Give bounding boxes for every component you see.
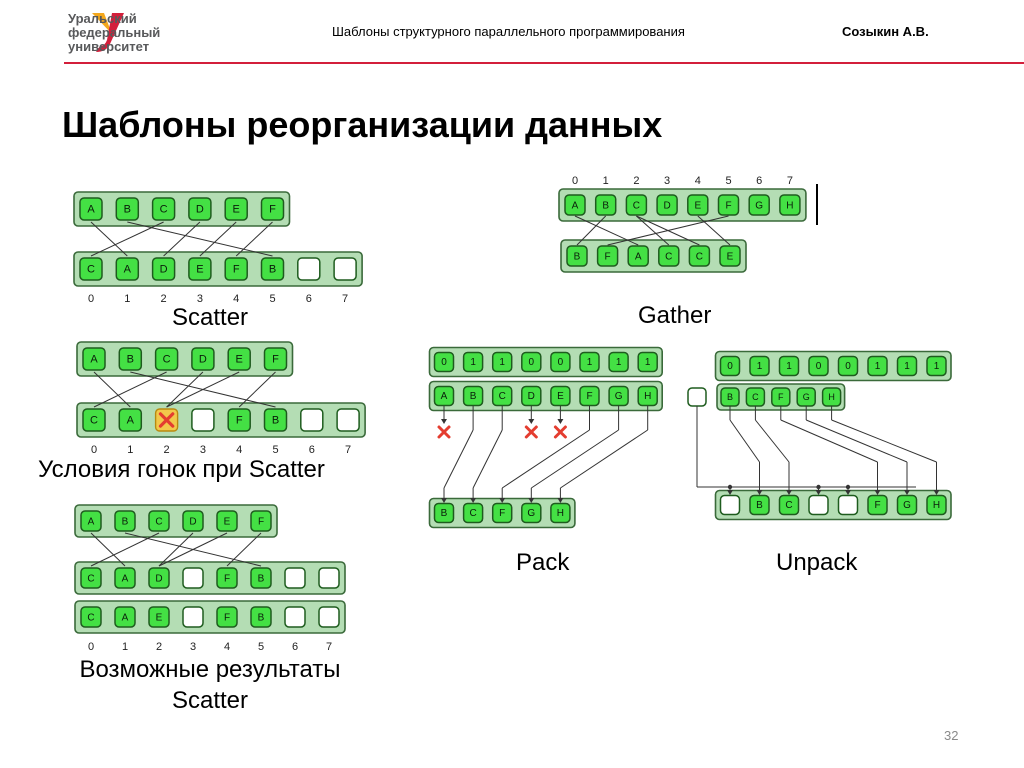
slide-title: Шаблоны реорганизации данных (62, 104, 663, 145)
array-cell-empty (319, 568, 339, 588)
cell-label: B (440, 508, 448, 520)
cell-label: H (644, 391, 652, 403)
cell-label: D (195, 203, 204, 216)
cell-label: D (155, 573, 163, 585)
mapping-line (227, 533, 261, 566)
arrow-head (528, 419, 534, 424)
mapping-line (502, 430, 589, 488)
mapping-line (236, 222, 272, 256)
cell-label: E (726, 251, 734, 263)
caption-line: Возможные результаты (79, 656, 341, 683)
cell-label: B (121, 516, 129, 528)
cell-label: C (155, 516, 163, 528)
cell-label: C (785, 500, 793, 512)
mapping-line (200, 222, 236, 256)
cell-label: E (232, 203, 240, 216)
cell-label: C (87, 573, 95, 585)
cell-label: F (272, 353, 279, 366)
index-label: 1 (121, 641, 129, 653)
index-label: 3 (189, 641, 197, 653)
cell-label: A (87, 203, 95, 216)
index-label: 0 (90, 444, 98, 456)
cell-label: E (196, 263, 204, 276)
mapping-line (755, 420, 789, 462)
caption-race (38, 454, 325, 485)
index-label: 6 (291, 641, 299, 653)
index-label: 5 (257, 641, 265, 653)
cell-label: E (223, 516, 231, 528)
cell-label: A (634, 251, 642, 263)
cell-label: C (90, 414, 98, 427)
index-label: 4 (233, 293, 240, 305)
cell-label: 0 (845, 361, 851, 373)
arrow-head (557, 419, 563, 424)
cell-label: B (257, 573, 265, 585)
cell-label: B (469, 391, 477, 403)
mapping-line (127, 222, 272, 256)
array-cell-empty (183, 568, 203, 588)
mapping-line (531, 430, 618, 488)
cell-label: 1 (470, 357, 476, 369)
cell-label: C (632, 200, 641, 212)
gather-diagram (559, 175, 817, 272)
cell-label: D (663, 200, 671, 212)
cell-label: G (527, 508, 536, 520)
mapping-line (832, 420, 937, 462)
index-label: 2 (160, 293, 167, 305)
logo-line: федеральный (68, 25, 161, 40)
mapping-line (473, 430, 502, 488)
array-box (75, 505, 277, 537)
cell-label: G (903, 500, 911, 512)
array-cell-empty (285, 568, 305, 588)
slide-number: 32 (944, 728, 959, 743)
cell-label: C (498, 391, 506, 403)
cell-label: H (786, 200, 794, 212)
caption-unpack: Unpack (776, 549, 858, 576)
index-label: 0 (571, 175, 579, 187)
cell-label: C (87, 263, 95, 276)
mapping-line (239, 372, 275, 407)
index-label: 7 (345, 444, 352, 456)
arrow-head (441, 419, 447, 424)
cell-label: A (121, 573, 129, 585)
cell-label: A (571, 200, 579, 212)
index-label: 0 (87, 641, 95, 653)
cell-label: D (159, 263, 168, 276)
mapping-line (806, 420, 907, 462)
index-label: 7 (786, 175, 793, 187)
index-label: 4 (223, 641, 231, 653)
index-label: 0 (87, 293, 95, 305)
index-label: 1 (127, 444, 134, 456)
cell-label: G (614, 391, 623, 403)
mapping-line (94, 372, 130, 407)
cell-label: G (802, 392, 810, 403)
cell-label: 1 (904, 361, 910, 373)
race-scatter-diagram (77, 342, 365, 456)
cell-label: F (604, 251, 611, 263)
array-cell-empty (298, 258, 320, 280)
index-label: 5 (725, 175, 732, 187)
index-label: 3 (196, 293, 203, 305)
mapping-line (781, 420, 878, 462)
pack-diagram (430, 348, 663, 528)
cell-label: 1 (499, 357, 505, 369)
cell-label: 1 (644, 357, 651, 369)
array-cell-empty (839, 496, 858, 515)
cell-label: E (557, 391, 564, 403)
cell-label: A (126, 414, 134, 427)
array-cell-empty (809, 496, 828, 515)
array-box (74, 192, 290, 226)
cell-label: B (602, 200, 610, 212)
mapping-line (159, 533, 227, 566)
cell-label: F (586, 391, 593, 403)
cell-label: C (695, 251, 704, 263)
mapping-line (730, 420, 760, 462)
cell-label: 1 (786, 361, 792, 373)
index-label: 2 (163, 444, 170, 456)
mapping-line (164, 222, 200, 256)
caption-scatter: Scatter (172, 304, 249, 331)
index-label: 4 (694, 175, 701, 187)
cell-label: 1 (874, 361, 881, 373)
cell-label: B (271, 414, 280, 427)
cell-label: A (87, 516, 95, 528)
cell-label: 1 (756, 361, 763, 373)
cell-label: H (556, 508, 565, 520)
mapping-line (444, 430, 473, 488)
cell-label: 0 (815, 361, 822, 373)
index-label: 3 (664, 175, 671, 187)
cell-label: A (123, 263, 131, 276)
cell-label: F (232, 263, 240, 276)
caption-gather: Gather (638, 302, 712, 329)
cell-label: B (126, 353, 134, 366)
cell-label: C (159, 203, 168, 216)
mapping-line (91, 222, 127, 256)
cell-label: 0 (441, 357, 447, 369)
course-title: Шаблоны структурного параллельного программирования (332, 24, 685, 39)
cell-label: 0 (528, 357, 535, 369)
index-label: 1 (602, 175, 609, 187)
cell-label: C (665, 251, 673, 263)
cell-label: E (235, 353, 243, 366)
scatter-results-diagram (75, 505, 345, 653)
unpack-diagram (688, 352, 951, 520)
cell-label: 1 (933, 361, 940, 373)
cell-label: 0 (557, 357, 564, 369)
cell-label: E (155, 612, 163, 624)
cell-label: C (469, 508, 477, 520)
discard-x-icon (555, 427, 565, 437)
author-name: Созыкин А.В. (842, 24, 929, 39)
logo-line: университет (68, 39, 150, 54)
cell-label: B (726, 392, 734, 403)
default-value-cell (688, 388, 706, 406)
array-cell-empty (192, 409, 214, 431)
cell-label: F (235, 414, 243, 427)
cell-label: B (573, 251, 581, 263)
array-cell-empty (183, 607, 203, 627)
caption-line: Scatter (171, 687, 249, 714)
array-cell-empty (337, 409, 359, 431)
index-label: 7 (342, 293, 349, 305)
caption-line: Условия гонок при Scatter (38, 456, 325, 483)
cell-label: E (694, 200, 702, 212)
array-box (561, 240, 746, 272)
cell-label: F (778, 392, 784, 403)
discard-x-icon (439, 427, 449, 437)
index-label: 6 (305, 293, 312, 305)
logo-line: Уральский (68, 11, 137, 26)
cell-label: A (121, 612, 129, 624)
cell-label: F (257, 516, 265, 528)
cell-label: C (162, 353, 171, 366)
mapping-line (91, 533, 125, 566)
cell-label: A (440, 391, 448, 403)
cell-label: 0 (727, 361, 733, 373)
index-label: 1 (124, 293, 131, 305)
caption-pack: Pack (516, 549, 570, 576)
cell-label: F (223, 612, 231, 624)
cell-label: D (527, 391, 535, 403)
cell-label: F (223, 573, 231, 585)
index-label: 7 (325, 641, 333, 653)
cell-label: D (189, 516, 197, 528)
cell-label: A (90, 353, 98, 366)
cell-label: F (725, 200, 732, 212)
mapping-line (159, 533, 193, 566)
discard-x-icon (526, 427, 536, 437)
mapping-line (91, 222, 164, 256)
index-label: 2 (155, 641, 163, 653)
mapping-line (167, 372, 240, 407)
mapping-line (560, 430, 647, 488)
scatter-diagram (74, 192, 362, 305)
index-label: 5 (269, 293, 276, 305)
array-cell-empty (334, 258, 356, 280)
index-label: 6 (756, 175, 763, 187)
cell-label: B (123, 203, 131, 216)
array-box (77, 342, 293, 376)
mapping-line (167, 372, 203, 407)
cell-label: G (755, 200, 764, 212)
cell-label: C (87, 612, 95, 624)
cell-label: B (268, 263, 277, 276)
index-label: 4 (236, 444, 243, 456)
index-label: 3 (199, 444, 206, 456)
array-cell-empty (285, 607, 305, 627)
cell-label: C (752, 392, 759, 403)
mapping-line (91, 533, 159, 566)
cell-label: D (198, 353, 207, 366)
array-cell-empty (301, 409, 323, 431)
cell-label: 1 (586, 357, 593, 369)
cell-label: F (874, 500, 881, 512)
cell-label: F (499, 508, 506, 520)
index-label: 6 (308, 444, 315, 456)
cell-label: F (269, 203, 276, 216)
array-cell-empty (721, 496, 740, 515)
cell-label: B (756, 500, 763, 512)
caption-results (54, 654, 366, 716)
array-cell-empty (319, 607, 339, 627)
cell-label: B (257, 612, 265, 624)
index-label: 2 (633, 175, 640, 187)
cell-label: H (932, 500, 941, 512)
mapping-line (94, 372, 167, 407)
cell-label: H (828, 392, 835, 403)
index-label: 5 (272, 444, 279, 456)
cell-label: 1 (615, 357, 622, 369)
